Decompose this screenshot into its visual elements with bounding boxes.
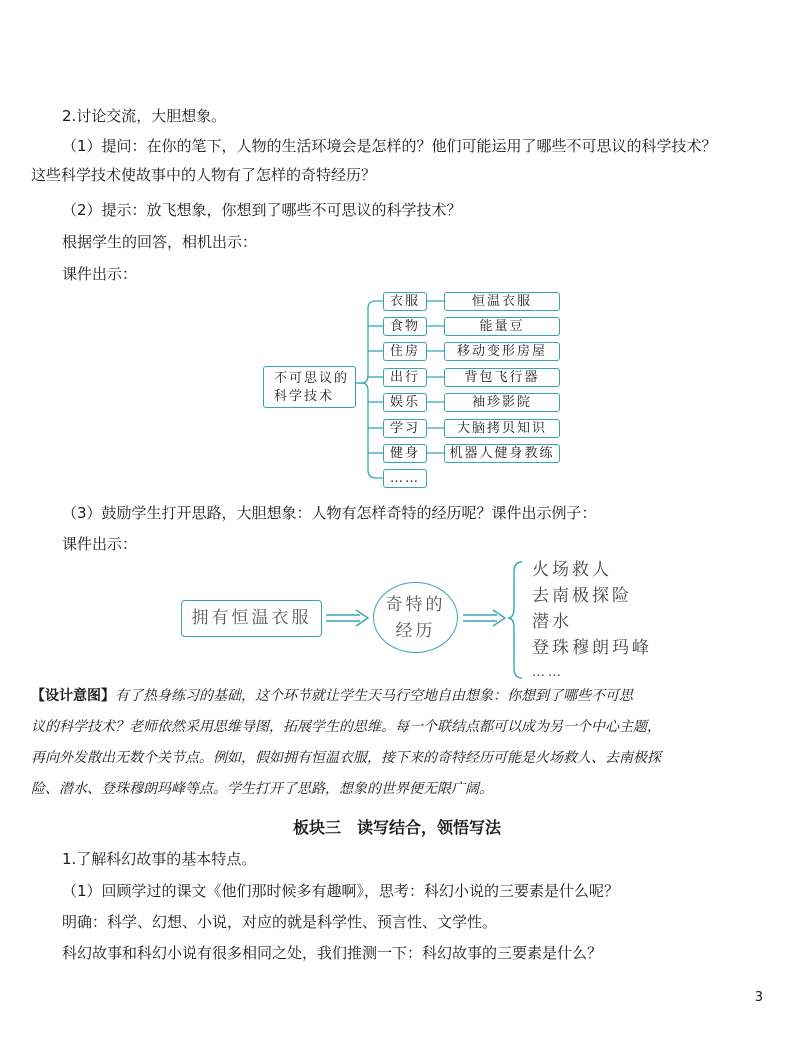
start-box: 拥有恒温衣服 [181, 600, 322, 637]
answer-intro: 根据学生的回答，相机出示： [62, 233, 258, 251]
outcome-everest: 登珠穆朗玛峰 [532, 638, 652, 658]
arrow-1-icon [326, 610, 368, 626]
question-1-line-2: 这些科学技术使故事中的人物有了怎样的奇特经历？ [31, 166, 377, 184]
middle-ellipse [373, 582, 458, 653]
category-clothing: 衣服 [383, 292, 427, 311]
design-intent-line-3: 再向外发散出无数个关节点。例如，假如拥有恒温衣服，接下来的奇特经历可能是火场救人、去南极探 [31, 750, 661, 766]
category-fitness: 健身 [383, 444, 427, 463]
category-study: 学习 [383, 419, 427, 438]
design-intent-text-1: 有了热身练习的基础，这个环节就让学生天马行空地自由想象：你想到了哪些不可思 [115, 688, 633, 704]
category-more: …… [383, 469, 427, 488]
design-intent-line-4: 险、潜水、登珠穆朗玛峰等点。学生打开了思路，想象的世界便无限广阔。 [31, 781, 493, 797]
design-intent-line-2: 议的科学技术？老师依然采用思维导图，拓展学生的思维。每一个联结点都可以成为另一个中心主题， [31, 719, 661, 735]
outcome-fire-rescue: 火场救人 [532, 560, 612, 580]
item-transforming-house: 移动变形房屋 [444, 342, 560, 361]
arrow-2-icon [463, 610, 505, 626]
guess-question: 科幻故事和科幻小说有很多相同之处，我们推测一下：科幻故事的三要素是什么？ [62, 944, 603, 962]
outcome-antarctic: 去南极探险 [532, 586, 632, 606]
item-energy-bean: 能量豆 [444, 317, 560, 336]
question-3: （3）鼓励学生打开思路，大胆想象：人物有怎样奇特的经历呢？课件出示例子： [62, 504, 597, 522]
item-thermo-clothes: 恒温衣服 [444, 292, 560, 311]
design-intent-line-1 [31, 682, 761, 711]
category-housing: 住房 [383, 342, 427, 361]
category-food: 食物 [383, 317, 427, 336]
item-1: 1.了解科幻故事的基本特点。 [62, 850, 257, 868]
middle-line-2: 经历 [395, 621, 436, 641]
center-line-2: 科学技术 [274, 389, 335, 404]
section-title: 2.讨论交流，大胆想象。 [62, 107, 227, 125]
clarify-text: 明确：科学、幻想、小说，对应的就是科学性、预言性、文学性。 [62, 913, 498, 931]
question-2: （2）提示：放飞想象，你想到了哪些不可思议的科学技术？ [62, 201, 462, 219]
page-number: 3 [754, 990, 763, 1005]
design-intent-label: 【设计意图】 [31, 688, 115, 704]
review-question: （1）回顾学过的课文《他们那时候多有趣啊》，思考：科幻小说的三要素是什么呢？ [62, 882, 620, 900]
category-travel: 出行 [383, 368, 427, 387]
mind-map-center [263, 366, 356, 408]
outcome-diving: 潜水 [532, 612, 572, 632]
item-robot-coach: 机器人健身教练 [444, 444, 560, 463]
outcome-more: …… [532, 665, 564, 680]
center-line-1: 不可思议的 [274, 371, 350, 386]
item-brain-copy: 大脑拷贝知识 [444, 419, 560, 438]
item-jetpack: 背包飞行器 [444, 368, 560, 387]
middle-line-1: 奇特的 [385, 595, 446, 615]
courseware-label-2: 课件出示： [62, 535, 138, 553]
courseware-label-1: 课件出示： [62, 265, 138, 283]
question-1-line-1: （1）提问：在你的笔下，人物的生活环境会是怎样的？他们可能运用了哪些不可思议的科学技术？ [62, 137, 717, 155]
category-entertainment: 娱乐 [383, 393, 427, 412]
outcome-brace [508, 562, 522, 678]
block-3-heading: 板块三 读写结合，领悟写法 [292, 818, 501, 837]
item-pocket-cinema: 袖珍影院 [444, 393, 560, 412]
